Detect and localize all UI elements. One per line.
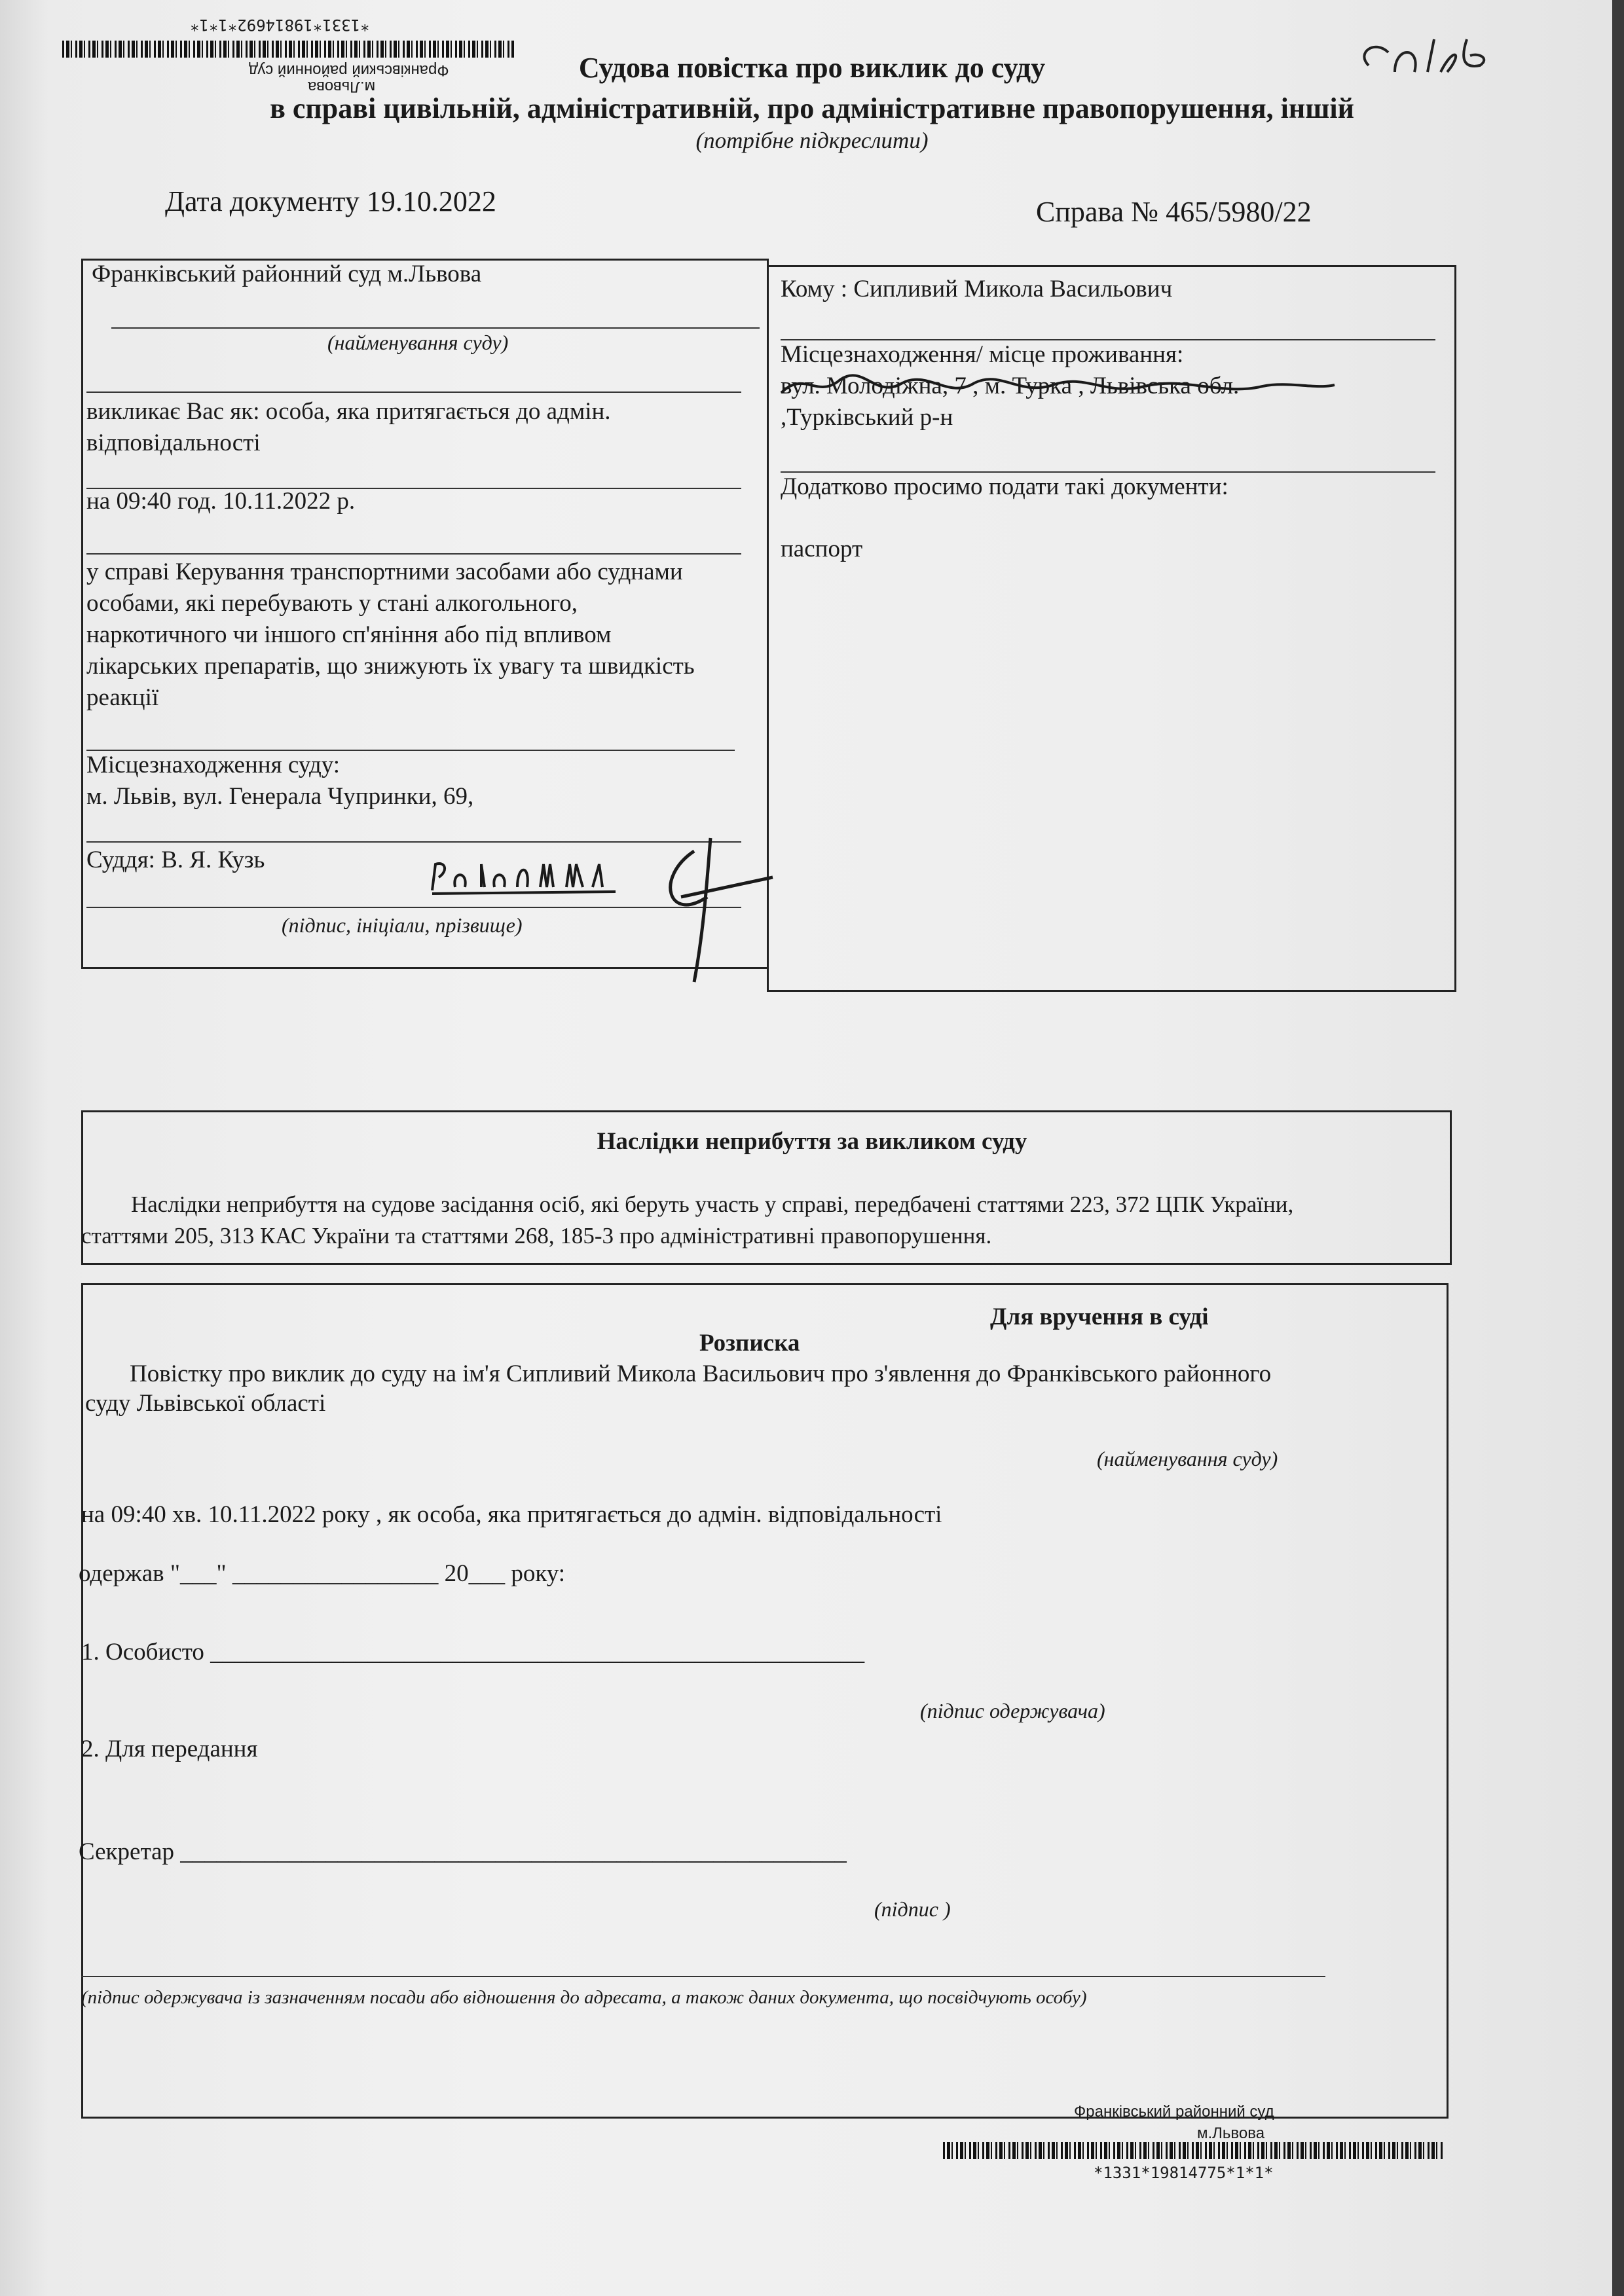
judge-signature [419, 825, 786, 989]
address-scribble [778, 367, 1341, 406]
receipt-text-line2: суду Львівської області [85, 1390, 326, 1417]
personal-signature-line: 1. Особисто ______________________________________________________ [81, 1639, 865, 1666]
bottom-barcode-number: *1331*19814775*1*1* [1094, 2164, 1274, 2182]
receipt-hearing-time: на 09:40 хв. 10.11.2022 року , як особа, яка притягається до адмін. відповідальності [81, 1501, 942, 1528]
receipt-title: Розписка [699, 1330, 800, 1357]
signature-caption: (підпис, ініціали, прізвище) [282, 913, 523, 937]
summoned-as: викликає Вас як: особа, яка притягається до адмін. відповідальності [86, 398, 611, 456]
extra-documents-value: паспорт [781, 536, 863, 562]
recipient: Кому : Сипливий Микола Васильович [781, 276, 1173, 302]
for-transfer: 2. Для передання [81, 1736, 258, 1762]
extra-documents-label: Додатково просимо подати такі документи: [781, 473, 1228, 500]
bottom-barcode-city: м.Львова [1197, 2124, 1265, 2142]
hearing-time: на 09:40 год. 10.11.2022 р. [86, 488, 356, 515]
judge-name: Суддя: В. Я. Кузь [86, 847, 265, 873]
top-barcode-court: Франківський районний суд [249, 62, 449, 79]
consequences-title: Наслідки неприбуття за викликом суду [597, 1128, 1027, 1155]
separator-line [86, 392, 741, 393]
separator-line [81, 1976, 1325, 1977]
court-name-caption: (найменування суду) [327, 331, 509, 354]
secretary-signature-caption: (підпис ) [874, 1897, 951, 1921]
top-barcode-number: *1331*19814692*1*1* [190, 16, 370, 34]
consequences-text-line1: Наслідки неприбуття на судове засідання осіб, які беруть участь у справі, передбачені статтями 223, 372 ЦПК України, [131, 1192, 1294, 1217]
top-barcode-city: м.Львова [308, 78, 376, 96]
document-date: Дата документу 19.10.2022 [165, 185, 496, 217]
court-name-line [111, 327, 760, 329]
bottom-barcode [943, 2142, 1444, 2159]
recipient-address: Місцезнаходження/ місце проживання: вул. Молодіжна, 7 , м. Турка , Львівська обл. ,Турківський р-н [781, 341, 1240, 431]
recipient-note-caption: (підпис одержувача із зазначенням посади або відношення до адресата, а також даних документа, що посвідчують особу) [81, 1987, 1087, 2008]
court-location: Місцезнаходження суду: м. Львів, вул. Генерала Чупринки, 69, [86, 752, 474, 810]
recipient-signature-caption: (підпис одержувача) [920, 1699, 1105, 1722]
receipt-court-caption: (найменування суду) [1097, 1447, 1278, 1470]
receipt-text-line1: Повістку про виклик до суду на ім'я Сипливий Микола Васильович про з'явлення до Франківського районного [130, 1360, 1272, 1387]
separator-line [86, 553, 741, 555]
case-number: Справа № 465/5980/22 [1036, 196, 1312, 228]
underline-hint: (потрібне підкреслити) [695, 128, 929, 153]
document-title: Судова повістка про виклик до суду [578, 52, 1046, 84]
consequences-text-line2: статтями 205, 313 КАС України та статтями 268, 185-3 про адміністративні правопорушення. [81, 1223, 992, 1248]
document-subtitle: в справі цивільній, адміністративній, про адміністративне правопорушення, іншій [270, 92, 1354, 124]
court-name: Франківський районний суд м.Львова [92, 261, 482, 287]
bottom-barcode-court: Франківський районний суд [1074, 2103, 1274, 2121]
secretary-line: Секретар _______________________________________________________ [79, 1838, 847, 1865]
case-subject: у справі Керування транспортними засобами або суднами особами, які перебувають у стані алкогольного, наркотичного чи іншого сп'яніння або під впливом лікарських препаратів, що знижують їх увагу та швидкість реакції [86, 558, 695, 711]
received-date-line: одержав "___" _________________ 20___ року: [79, 1560, 566, 1587]
for-court-delivery: Для вручення в суді [990, 1303, 1209, 1330]
